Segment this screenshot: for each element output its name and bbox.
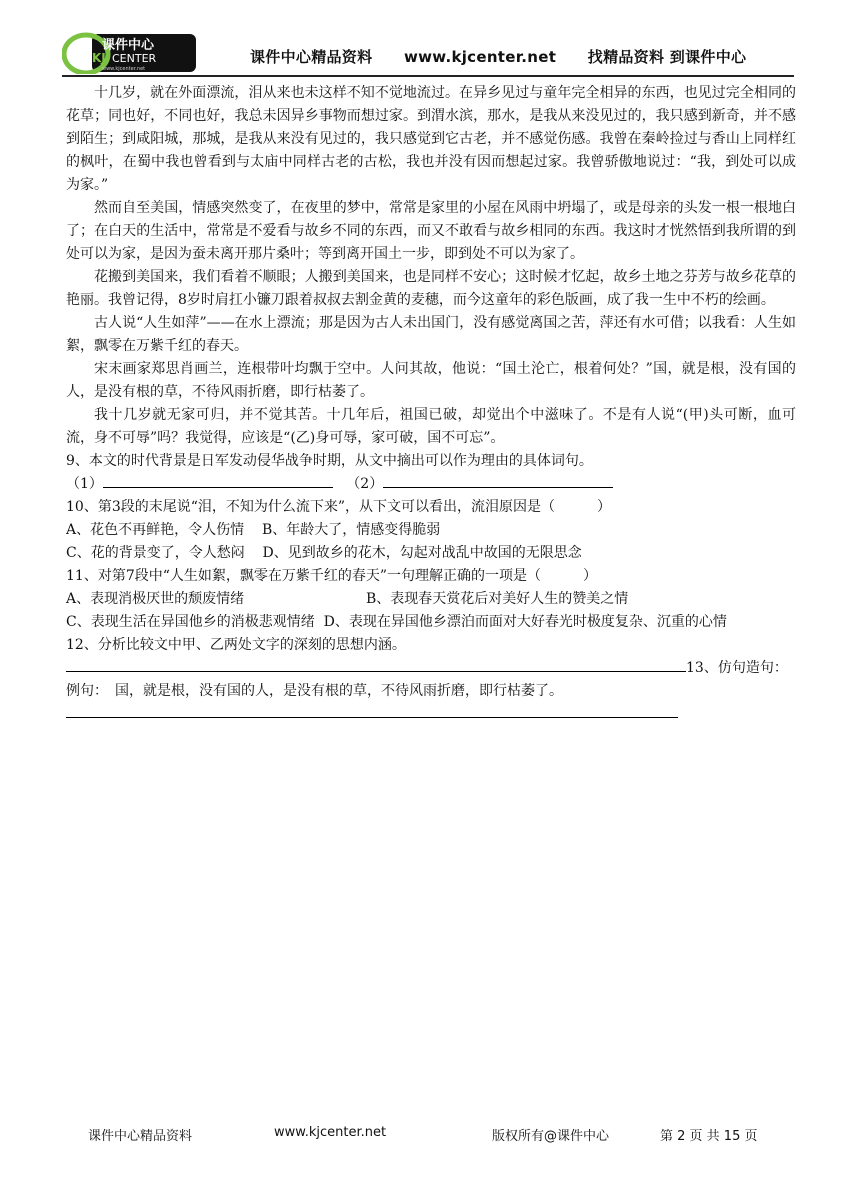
answer-line-12[interactable]: [66, 657, 686, 672]
page-header: [62, 32, 802, 74]
question-13-example: 例句： 国，就是根，没有国的人，是没有根的草，不待风雨折磨，即行枯萎了。: [66, 683, 563, 699]
option-b[interactable]: B、年龄大了，情感变得脆弱: [261, 522, 441, 538]
blank-label-1: （1）: [66, 476, 103, 492]
document-body: [66, 82, 796, 715]
option-d[interactable]: D、见到故乡的花木，勾起对战乱中故国的无限思念: [262, 545, 582, 561]
svg-text:KJ: KJ: [92, 51, 106, 65]
question-13-answer-line: [66, 703, 796, 715]
answer-blank-1[interactable]: [103, 473, 333, 488]
paragraph: 然而自至美国，情感突然变了，在夜里的梦中，常常是家里的小屋在风雨中坍塌了，或是母亲的头发一根一根地白了；在白天的生活中，常常是不爱看与故乡不同的东西，而又不敢看与故乡相同的东西。我这时才恍然悟到我所谓的到处可以为家，是因为蚕未离开那片桑叶；等到离开国土一步，即到处不可以为家了。: [66, 200, 796, 262]
svg-text:CENTER: CENTER: [112, 52, 157, 65]
option-b[interactable]: B、表现春天赏花后对美好人生的赞美之情: [366, 591, 629, 607]
question-12: 12、分析比较文中甲、乙两处文字的深刻的思想内涵。: [66, 637, 406, 653]
header-site[interactable]: www.kjcenter.net: [403, 48, 557, 66]
option-a[interactable]: A、表现消极厌世的颓废情绪: [66, 591, 245, 607]
question-11-options-ab: [66, 588, 796, 611]
blank-label-2: （2）: [346, 476, 384, 492]
question-9: 9、本文的时代背景是日军发动侵华战争时期，从文中摘出可以作为理由的具体词句。: [66, 453, 593, 469]
paragraph: 十几岁，就在外面漂流，泪从来也未这样不知不觉地流过。在异乡见过与童年完全相异的东西，也见过完全相同的花草；同也好，不同也好，我总未因异乡事物而想过家。到渭水滨，那水，是我从来没见过的，我只感到新奇，并不感到陌生；到咸阳城，那城，是我从来没有见过的，我只感觉到它古老，并不感觉伤感。我曾在秦岭捡过与香山上同样红的枫叶，在蜀中我也曾看到与太庙中同样古老的古松，我也并没有因而想起过家。我曾骄傲地说过：“我，到处可以成为家。”: [66, 85, 796, 193]
question-10-options-cd: [66, 542, 796, 565]
header-title: 课件中心精品资料: [250, 48, 373, 66]
question-9-blanks: [66, 473, 796, 496]
page-number: 第 2 页 共 15 页: [660, 1129, 758, 1144]
question-10: 10、第3段的末尾说“泪，不知为什么流下来”，从下文可以看出，流泪原因是（ ）: [66, 499, 612, 515]
answer-blank-2[interactable]: [383, 473, 613, 488]
footer-site[interactable]: www.kjcenter.net: [274, 1125, 387, 1140]
svg-text:课件中心: 课件中心: [102, 38, 155, 53]
footer-copyright: 版权所有@课件中心: [492, 1129, 610, 1144]
paragraph: 花搬到美国来，我们看着不顺眼；人搬到美国来，也是同样不安心；这时候才忆起，故乡土地之芬芳与故乡花草的艳丽。我曾记得，8岁时肩扛小镰刀跟着叔叔去割金黄的麦穗，而今这童年的彩色版画，成了我一生中不朽的绘画。: [66, 269, 796, 308]
option-a[interactable]: A、花色不再鲜艳，令人伤情: [66, 522, 245, 538]
header-slogan: 找精品资料 到课件中心: [587, 48, 747, 66]
question-12-answer-line: [66, 657, 796, 680]
footer-title: 课件中心精品资料: [88, 1129, 193, 1144]
question-10-options-ab: [66, 519, 796, 542]
header-text: [250, 46, 772, 67]
question-13: 13、仿句造句：: [686, 660, 788, 676]
option-c[interactable]: C、花的背景变了，令人愁闷: [66, 545, 245, 561]
answer-line-13[interactable]: [66, 711, 678, 718]
option-c[interactable]: C、表现生活在异国他乡的消极悲观情绪: [66, 614, 315, 630]
paragraph: 古人说“人生如萍”——在水上漂流；那是因为古人未出国门，没有感觉离国之苦，萍还有水可借；以我看：人生如絮，飘零在万紫千红的春天。: [66, 315, 796, 354]
question-11-options-cd: [66, 611, 796, 634]
header-divider: [62, 75, 794, 77]
question-11: 11、对第7段中“人生如絮，飘零在万紫千红的春天”一句理解正确的一项是（ ）: [66, 568, 598, 584]
kjcenter-logo: [62, 32, 196, 74]
paragraph: 宋末画家郑思肖画兰，连根带叶均飘于空中。人问其故，他说：“国土沦亡，根着何处？”国，就是根，没有国的人，是没有根的草，不待风雨折磨，即行枯萎了。: [66, 361, 796, 400]
svg-text:www.kjcenter.net: www.kjcenter.net: [102, 66, 146, 72]
paragraph: 我十几岁就无家可归，并不觉其苦。十几年后，祖国已破，却觉出个中滋味了。不是有人说“(甲)头可断，血可流，身不可辱”吗？我觉得，应该是“(乙)身可辱，家可破，国不可忘”。: [66, 407, 796, 446]
option-d[interactable]: D、表现在异国他乡漂泊而面对大好春光时极度复杂、沉重的心情: [323, 614, 727, 630]
